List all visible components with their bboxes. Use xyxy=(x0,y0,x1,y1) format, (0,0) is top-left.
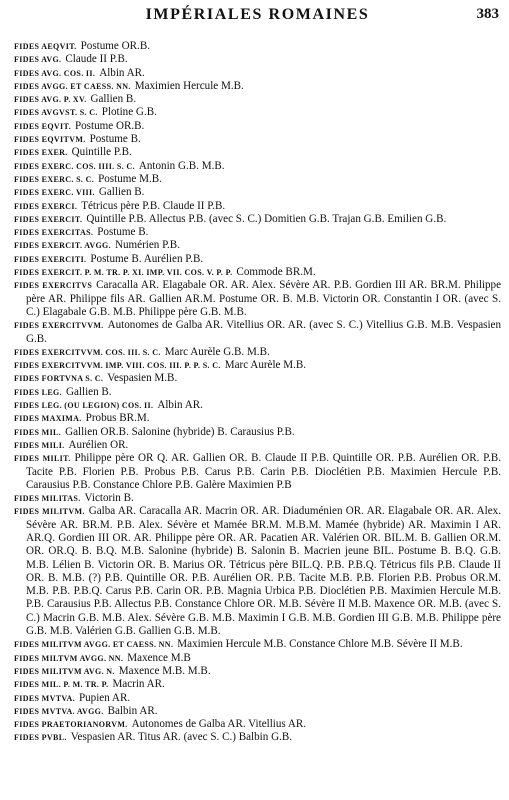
coin-attributions: Quintille P.B. xyxy=(71,146,132,159)
catalog-entry xyxy=(14,426,501,439)
coin-legend: FIDES MILITVM AVG. N. xyxy=(14,666,115,676)
catalog-entry xyxy=(14,186,501,199)
coin-attributions: Galba AR. Caracalla AR. Macrin OR. AR. Diaduménien OR. AR. Elagabale OR. AR. Alex. Sévère AR. BR.M. P.B. Alex. Sévère et Mamée BR.M. M.B.M. Mamée (hybride) AR. Maximin I AR. AR.Q. Gordien III OR. AR. Philippe père OR. AR. Pacatien AR. Valérien OR. BIL.M. B. Gallien OR.M. OR. OR.Q. B. B.Q. M.B. Salonine (hybride) B. Salonin B. Macrien jeune BIL. Postume B. B.Q. G.B. M.B. Lélien B. Victorin OR. B. Marius OR. Tétricus père BIL.Q. P.B. P.B.Q. Tétricus fils P.B. Claude II OR. B. M.B. (?) P.B. Quintille OR. P.B. Aurélien OR. P.B. Tacite M.B. P.B. Florien P.B. Probus OR.M. M.B. P.B. P.B.Q. Carus P.B. Carin OR. P.B. Magnia Urbica P.B. Dioclétien P.B. Maximien Hercule M.B. P.B. Carausius P.B. Allectus P.B. Constance Chlore OR. M.B. Sévère II M.B. Maxence OR. M.B. (avec S. C.) Macrin G.B. M.B. Alex. Sévère G.B. M.B. Maximin I G.B. M.B. Gordien III G.B. M.B. Philippe père G.B. M.B. Valérien G.B. Gallien G.B. M.B. xyxy=(26,505,501,638)
coin-attributions: Postume B. Aurélien P.B. xyxy=(90,252,204,265)
catalog-entry xyxy=(14,80,501,93)
coin-legend: FIDES MILI. xyxy=(14,440,65,450)
coin-attributions: Gallien B. xyxy=(90,93,137,106)
catalog-entry xyxy=(14,53,501,66)
coin-legend: FIDES EXERCI. xyxy=(14,201,78,211)
coin-legend: FIDES MVTVA. xyxy=(14,693,75,703)
coin-legend: FIDES AEQVIT. xyxy=(14,42,77,51)
coin-attributions: Marc Aurèle M.B. xyxy=(224,359,307,372)
entry-list xyxy=(14,40,501,745)
catalog-entry xyxy=(14,173,501,186)
coin-attributions: Postume B. xyxy=(97,226,149,239)
catalog-entry xyxy=(14,452,501,492)
catalog-entry xyxy=(14,200,501,213)
coin-legend: FIDES EXERC. COS. IIII. S. C. xyxy=(14,161,135,171)
coin-attributions: Quintille P.B. Allectus P.B. (avec S. C.) Domitien G.B. Trajan G.B. Emilien G.B. xyxy=(86,212,447,225)
coin-legend: FIDES MAXIMA. xyxy=(14,414,82,424)
coin-legend: FIDES MILIT. xyxy=(14,454,71,464)
coin-attributions: Victorin B. xyxy=(84,492,134,505)
coin-attributions: Tétricus père P.B. Claude II P.B. xyxy=(81,199,226,212)
catalog-entry xyxy=(14,399,501,412)
coin-legend: FIDES EXERCITVVM. IMP. VIII. COS. III. P. P. S. C. xyxy=(14,361,221,371)
coin-attributions: Gallien B. xyxy=(65,385,112,398)
catalog-entry xyxy=(14,146,501,159)
coin-attributions: Claude II P.B. xyxy=(65,53,128,66)
catalog-entry xyxy=(14,106,501,119)
coin-attributions: Maxence M.B. M.B. xyxy=(118,664,211,677)
catalog-entry xyxy=(14,120,501,133)
coin-attributions: Pupien AR. xyxy=(78,691,131,704)
coin-legend: FIDES MIL. P. M. TR. P. xyxy=(14,680,109,690)
coin-legend: FIDES EXERC. S. C. xyxy=(14,174,95,184)
coin-attributions: Vespasien AR. Titus AR. (avec S. C.) Balbin G.B. xyxy=(70,731,293,744)
catalog-entry xyxy=(14,266,501,279)
catalog-entry xyxy=(14,372,501,385)
coin-legend: FIDES EXERCITVS xyxy=(14,281,93,291)
catalog-entry xyxy=(14,133,501,146)
coin-attributions: Caracalla AR. Elagabale OR. AR. Alex. Sévère AR. P.B. Gordien III AR. BR.M. Philippe père AR. Philippe fils AR. Gallien AR.M. Postume OR. B. M.B. Victorin OR. Constantin I OR. (avec S. C.) Elagabale G.B. M.B. Philippe père G.B. M.B. xyxy=(26,279,501,318)
coin-attributions: Aurélien OR. xyxy=(68,438,129,451)
catalog-entry xyxy=(14,705,501,718)
catalog-entry xyxy=(14,652,501,665)
coin-attributions: Autonomes de Galba AR. Vitellius AR. xyxy=(131,718,307,731)
coin-legend: FIDES MILITVM. xyxy=(14,507,85,517)
coin-attributions: Postume OR.B. xyxy=(74,119,145,132)
coin-legend: FIDES MILITAS. xyxy=(14,494,81,504)
coin-legend: FIDES EXERCIT. P. M. TR. P. XI. IMP. VII. COS. V. P. P. xyxy=(14,268,233,278)
catalog-entry xyxy=(14,505,501,638)
coin-attributions: Postume B. xyxy=(89,133,141,146)
coin-legend: FIDES PVBL. xyxy=(14,733,67,743)
coin-legend: FIDES EXERCITVVM. COS. III. S. C. xyxy=(14,347,161,357)
page-number: 383 xyxy=(476,6,499,22)
catalog-entry xyxy=(14,93,501,106)
coin-legend: FIDES AVGVST. S. C. xyxy=(14,108,98,118)
coin-attributions: Autonomes de Galba AR. Vitellius OR. AR. (avec S. C.) Vitellius G.B. M.B. Vespasien G.B. xyxy=(26,319,501,345)
coin-attributions: Philippe père OR Q. AR. Gallien OR. B. Claude II P.B. Quintille OR. P.B. Aurélien OR. P.B. Tacite P.B. Florien P.B. Probus P.B. Carus P.B. Carin P.B. Dioclétien P.B. Maximien Hercule P.B. Carausius P.B. Constance Chlore P.B. Galère Maximien P.B xyxy=(26,452,501,491)
running-title: IMPÉRIALES ROMAINES xyxy=(145,6,370,23)
coin-legend: FIDES AVG. xyxy=(14,55,62,65)
catalog-entry xyxy=(14,665,501,678)
catalog-entry xyxy=(14,40,501,53)
coin-attributions: Gallien B. xyxy=(98,186,145,199)
catalog-entry xyxy=(14,386,501,399)
coin-attributions: Macrin AR. xyxy=(112,678,165,691)
coin-attributions: Postume OR.B. xyxy=(80,40,150,52)
coin-attributions: Plotine G.B. xyxy=(101,106,157,119)
catalog-entry xyxy=(14,239,501,252)
catalog-entry xyxy=(14,678,501,691)
coin-legend: FIDES LEG. (OU LEGION) COS. II. xyxy=(14,401,154,411)
coin-legend: FIDES EXERCITAS. xyxy=(14,228,94,238)
coin-legend: FIDES PRAETORIANORVM. xyxy=(14,720,128,730)
catalog-entry xyxy=(14,253,501,266)
coin-legend: FIDES MVTVA. AVGG. xyxy=(14,706,104,716)
coin-legend: FIDES AVGG. ET CAESS. NN. xyxy=(14,81,131,91)
coin-legend: FIDES LEG. xyxy=(14,387,62,397)
coin-legend: FIDES FORTVNA S. C. xyxy=(14,374,104,384)
catalog-entry xyxy=(14,279,501,319)
coin-attributions: Vespasien M.B. xyxy=(107,372,178,385)
coin-attributions: Probus BR.M. xyxy=(85,412,150,425)
catalog-entry xyxy=(14,692,501,705)
catalog-entry xyxy=(14,213,501,226)
catalog-entry xyxy=(14,638,501,651)
coin-legend: FIDES EXERCIT. xyxy=(14,214,83,224)
coin-legend: FIDES EXER. xyxy=(14,148,68,158)
coin-attributions: Albin AR. xyxy=(157,399,203,412)
catalog-entry xyxy=(14,439,501,452)
catalog-entry xyxy=(14,492,501,505)
coin-attributions: Maximien Hercule M.B. xyxy=(134,79,244,92)
coin-attributions: Commode BR.M. xyxy=(236,266,316,279)
catalog-entry xyxy=(14,319,501,346)
catalog-entry xyxy=(14,731,501,744)
coin-legend: FIDES MILTVM AVGG. NN. xyxy=(14,653,124,663)
coin-attributions: Balbin AR. xyxy=(107,704,158,717)
coin-legend: FIDES EQVIT. xyxy=(14,121,71,131)
coin-attributions: Albin AR. xyxy=(99,66,145,79)
coin-legend: FIDES MIL. xyxy=(14,427,62,437)
coin-attributions: Postume M.B. xyxy=(98,172,162,185)
catalog-entry xyxy=(14,359,501,372)
catalog-entry xyxy=(14,226,501,239)
coin-attributions: Gallien OR.B. Salonine (hybride) B. Carausius P.B. xyxy=(65,425,295,438)
coin-attributions: Numérien P.B. xyxy=(114,239,180,252)
catalog-entry xyxy=(14,412,501,425)
catalog-entry xyxy=(14,67,501,80)
coin-attributions: Maximien Hercule M.B. Constance Chlore M.B. Sévère II M.B. xyxy=(177,638,463,651)
coin-legend: FIDES EXERCIT. AVGG. xyxy=(14,241,111,251)
coin-legend: FIDES AVG. P. XV. xyxy=(14,95,87,105)
coin-legend: FIDES EXERCITVVM. xyxy=(14,321,104,331)
catalog-entry xyxy=(14,346,501,359)
coin-attributions: Antonin G.B. M.B. xyxy=(138,159,225,172)
coin-legend: FIDES MILITVM AVGG. ET CAESS. NN. xyxy=(14,640,174,650)
coin-legend: FIDES EQVITVM. xyxy=(14,135,86,145)
coin-legend: FIDES AVG. COS. II. xyxy=(14,68,96,78)
page-header xyxy=(14,4,501,30)
coin-legend: FIDES EXERC. VIII. xyxy=(14,188,95,198)
coin-attributions: Maxence M.B xyxy=(127,651,191,664)
coin-legend: FIDES EXERCITI. xyxy=(14,254,87,264)
coin-attributions: Marc Aurèle G.B. M.B. xyxy=(164,345,270,358)
catalog-entry xyxy=(14,718,501,731)
catalog-entry xyxy=(14,160,501,173)
